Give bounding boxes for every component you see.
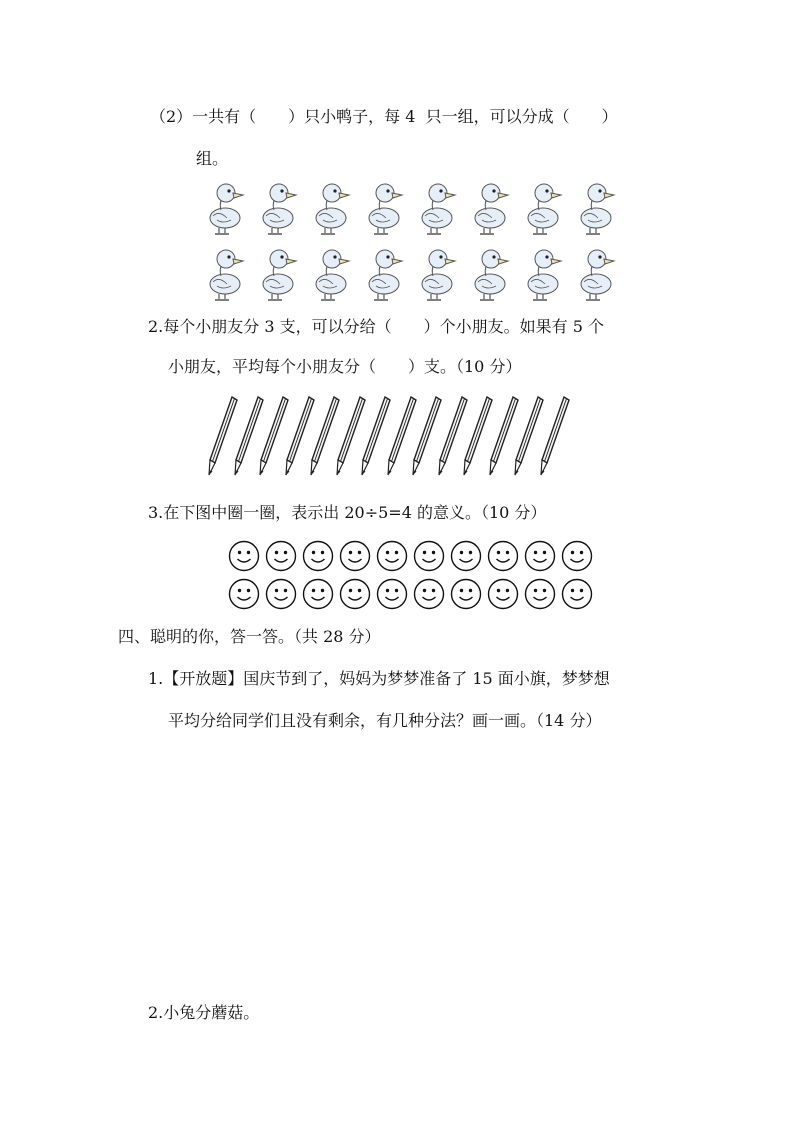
smiley-face-icon <box>561 578 593 610</box>
smiley-face-icon <box>265 540 297 572</box>
smiley-face-icon <box>339 540 371 572</box>
duck-icon <box>523 246 563 302</box>
problem-2-line2: 小朋友，平均每个小朋友分（ ）支。（10 分） <box>168 357 522 376</box>
q2-text-line2: 组。 <box>196 149 229 168</box>
pencil-picture-row <box>205 395 625 480</box>
duck-icon <box>523 180 563 236</box>
smiley-face-icon <box>487 578 519 610</box>
q2-text-line1: （2）一共有（ ）只小鸭子，每 4 只一组，可以分成（ ） <box>150 107 618 126</box>
smiley-face-icon <box>413 578 445 610</box>
smiley-face-icon <box>450 578 482 610</box>
section-4-question-1-line1: 1.【开放题】国庆节到了，妈妈为梦梦准备了 15 面小旗，梦梦想 <box>148 669 610 688</box>
duck-icon <box>576 246 616 302</box>
duck-icon <box>311 180 351 236</box>
duck-icon <box>258 180 298 236</box>
duck-picture-grid <box>205 180 625 305</box>
duck-icon <box>258 246 298 302</box>
smiley-face-icon <box>524 540 556 572</box>
smiley-face-icon <box>487 540 519 572</box>
duck-icon <box>576 180 616 236</box>
smiley-face-icon <box>376 578 408 610</box>
smiley-face-icon <box>228 540 260 572</box>
smiley-face-icon <box>339 578 371 610</box>
section-4-question-1-line2: 平均分给同学们且没有剩余，有几种分法？画一画。（14 分） <box>168 711 602 730</box>
duck-icon <box>311 246 351 302</box>
section-4-question-2-line1: 2.小兔分蘑菇。 <box>148 1003 260 1022</box>
problem-2-line1: 2.每个小朋友分 3 支，可以分给（ ）个小朋友。如果有 5 个 <box>148 317 604 336</box>
section-4-title: 四、聪明的你，答一答。（共 28 分） <box>118 627 381 646</box>
smiley-face-icon <box>376 540 408 572</box>
smiley-face-icon <box>302 540 334 572</box>
smiley-face-icon <box>524 578 556 610</box>
smiley-face-icon <box>302 578 334 610</box>
duck-icon <box>205 246 245 302</box>
smiley-face-icon <box>561 540 593 572</box>
smiley-face-icon <box>228 578 260 610</box>
duck-icon <box>205 180 245 236</box>
duck-icon <box>470 246 510 302</box>
smiley-face-grid <box>228 540 598 612</box>
duck-icon <box>364 246 404 302</box>
duck-icon <box>470 180 510 236</box>
smiley-face-icon <box>265 578 297 610</box>
problem-3-line1: 3.在下图中圈一圈，表示出 20÷5=4 的意义。（10 分） <box>148 503 547 522</box>
duck-icon <box>417 180 457 236</box>
pencil-icon <box>537 395 571 479</box>
smiley-face-icon <box>450 540 482 572</box>
duck-icon <box>364 180 404 236</box>
smiley-face-icon <box>413 540 445 572</box>
duck-icon <box>417 246 457 302</box>
